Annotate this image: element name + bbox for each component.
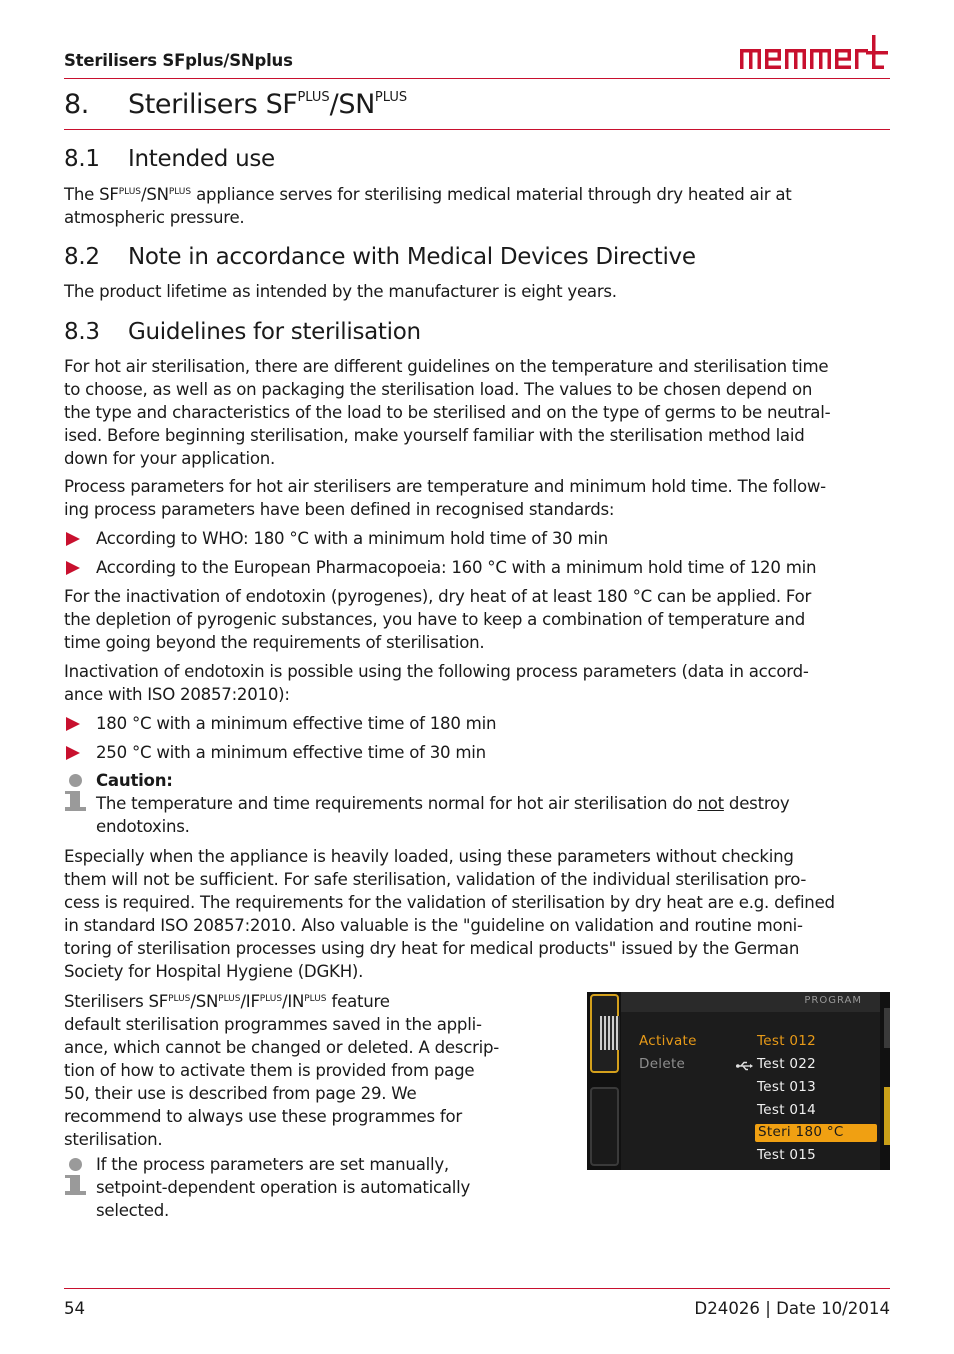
header-rule [64, 78, 890, 79]
chapter-sup: PLUS [297, 90, 330, 105]
line: toring of sterilisation processes using dry heat for medical products" issued by the German [64, 939, 800, 958]
text: The temperature and time requirements normal for hot air sterilisation do [96, 794, 698, 813]
line: selected. [96, 1201, 170, 1220]
section-number: 8.1 [64, 146, 100, 172]
line: to choose, as well as on packaging the sterilisation load. The values to be chosen depend on [64, 380, 813, 399]
chapter-title-text: Sterilisers SF [128, 89, 298, 120]
info-icon [64, 774, 86, 820]
program-item-selected [755, 1124, 877, 1142]
guidelines-paragraph-2 [64, 475, 894, 521]
sup: PLUS [168, 187, 192, 197]
guidelines-paragraph-4 [64, 660, 894, 706]
caution-note [96, 769, 790, 838]
program-item: Test 014 [757, 1102, 817, 1118]
program-mode-frame [590, 994, 619, 1073]
line: recommend to always use these programmes for [64, 1107, 462, 1126]
line: cess is required. The requirements for the validation of sterilisation by dry heat are e.g. defined [64, 893, 835, 912]
lifetime-paragraph: The product lifetime as intended by the manufacturer is eight years. [64, 282, 617, 301]
sup: PLUS [168, 994, 191, 1004]
section-number: 8.2 [64, 244, 100, 270]
sup: PLUS [259, 994, 283, 1004]
caution-title: Caution: [96, 771, 173, 790]
text: /SN [190, 992, 219, 1011]
text: feature [326, 992, 390, 1011]
line: If the process parameters are set manually, [96, 1155, 449, 1174]
chapter-title-text: /SN [329, 89, 375, 120]
chapter-rule [64, 129, 890, 130]
line: For hot air sterilisation, there are different guidelines on the temperature and sterilisation time [64, 357, 829, 376]
line: ised. Before beginning sterilisation, make yourself familiar with the sterilisation method laid [64, 426, 805, 445]
sup: PLUS [218, 994, 241, 1004]
line: setpoint-dependent operation is automatically [96, 1178, 471, 1197]
bullet-arrow-icon [66, 532, 80, 546]
sup: PLUS [304, 994, 327, 1004]
controller-display-image [587, 992, 890, 1170]
menu-activate: Activate [639, 1033, 697, 1049]
display-right-panel [880, 992, 890, 1170]
line: in standard ISO 20857:2010. Also valuable is the "guideline on validation and routine moni- [64, 916, 803, 935]
section-heading-8-2 [64, 244, 696, 270]
bullet-text: 250 °C with a minimum effective time of 30 min [96, 743, 486, 762]
line: the depletion of pyrogenic substances, you have to keep a combination of temperature and [64, 610, 805, 629]
memmert-logo [738, 31, 890, 73]
display-left-panel [587, 992, 621, 1170]
program-item: Test 015 [757, 1147, 817, 1163]
document-id: D24026 | Date 10/2014 [694, 1299, 890, 1318]
footer-rule [64, 1288, 890, 1289]
section-heading-8-3 [64, 319, 421, 345]
text: /IN [282, 992, 305, 1011]
chapter-number: 8. [64, 89, 89, 120]
manual-parameters-note [96, 1153, 470, 1222]
section-title: Guidelines for sterilisation [128, 319, 421, 345]
underlined-text: not [697, 794, 724, 813]
section-heading-8-1 [64, 146, 275, 172]
line: default sterilisation programmes saved in the appli- [64, 1015, 482, 1034]
text: The SF [64, 185, 119, 204]
text: destroy [723, 794, 790, 813]
program-graph-icon [600, 1016, 620, 1050]
line: Process parameters for hot air sterilisers are temperature and minimum hold time. The follow- [64, 477, 826, 496]
bullet-text: 180 °C with a minimum effective time of 180 min [96, 714, 497, 733]
section-title: Note in accordance with Medical Devices Directive [128, 244, 696, 270]
line: Society for Hospital Hygiene (DGKH). [64, 962, 364, 981]
timer-frame [590, 1087, 619, 1166]
text: appliance serves for sterilising medical material through dry heated air at [191, 185, 792, 204]
bullet-text: According to the European Pharmacopoeia: 160 °C with a minimum hold time of 120 min [96, 558, 817, 577]
topbar-label: PROGRAM [804, 995, 862, 1006]
text: /IF [240, 992, 260, 1011]
line: sterilisation. [64, 1130, 163, 1149]
line: ance with ISO 20857:2010): [64, 685, 290, 704]
line: time going beyond the requirements of sterilisation. [64, 633, 485, 652]
bullet-text: According to WHO: 180 °C with a minimum hold time of 30 min [96, 529, 609, 548]
line: ing process parameters have been defined in recognised standards: [64, 500, 615, 519]
intended-use-paragraph [64, 181, 894, 229]
program-item: Test 012 [757, 1033, 817, 1049]
line: ance, which cannot be changed or deleted. A descrip- [64, 1038, 500, 1057]
sup: PLUS [118, 187, 142, 197]
line: the type and characteristics of the load to be sterilised and on the type of germs to be neutral- [64, 403, 831, 422]
section-title: Intended use [128, 146, 275, 172]
guidelines-paragraph-3 [64, 585, 894, 654]
text: atmospheric pressure. [64, 208, 245, 227]
right-tab [884, 1008, 890, 1048]
chapter-sup: PLUS [374, 90, 408, 105]
text: /SN [141, 185, 169, 204]
line: For the inactivation of endotoxin (pyrogenes), dry heat of at least 180 °C can be applied. For [64, 587, 812, 606]
line: Inactivation of endotoxin is possible using the following process parameters (data in accord- [64, 662, 809, 681]
bullet-arrow-icon [66, 746, 80, 760]
program-item-label: Steri 180 °C [758, 1124, 844, 1140]
page-number: 54 [64, 1299, 86, 1318]
line: tion of how to activate them is provided from page [64, 1061, 475, 1080]
line: 50, their use is described from page 29. We [64, 1084, 417, 1103]
program-item: Test 022 [757, 1056, 817, 1072]
display-topbar [621, 992, 880, 1012]
section-number: 8.3 [64, 319, 100, 345]
bullet-arrow-icon [66, 717, 80, 731]
right-tab-active [884, 1087, 890, 1145]
info-icon [64, 1158, 86, 1204]
line: down for your application. [64, 449, 276, 468]
running-header: Sterilisers SFplus/SNplus [64, 51, 293, 70]
guidelines-paragraph-5 [64, 845, 894, 983]
usb-icon [736, 1061, 753, 1071]
text: Sterilisers SF [64, 992, 169, 1011]
menu-delete: Delete [639, 1056, 686, 1072]
guidelines-paragraph-6 [64, 988, 544, 1151]
line: them will not be sufficient. For safe sterilisation, validation of the individual sterilisation pro- [64, 870, 807, 889]
text: endotoxins. [96, 817, 190, 836]
line: Especially when the appliance is heavily loaded, using these parameters without checking [64, 847, 794, 866]
chapter-title [64, 89, 407, 120]
program-item: Test 013 [757, 1079, 817, 1095]
bullet-arrow-icon [66, 561, 80, 575]
guidelines-paragraph-1 [64, 355, 894, 470]
